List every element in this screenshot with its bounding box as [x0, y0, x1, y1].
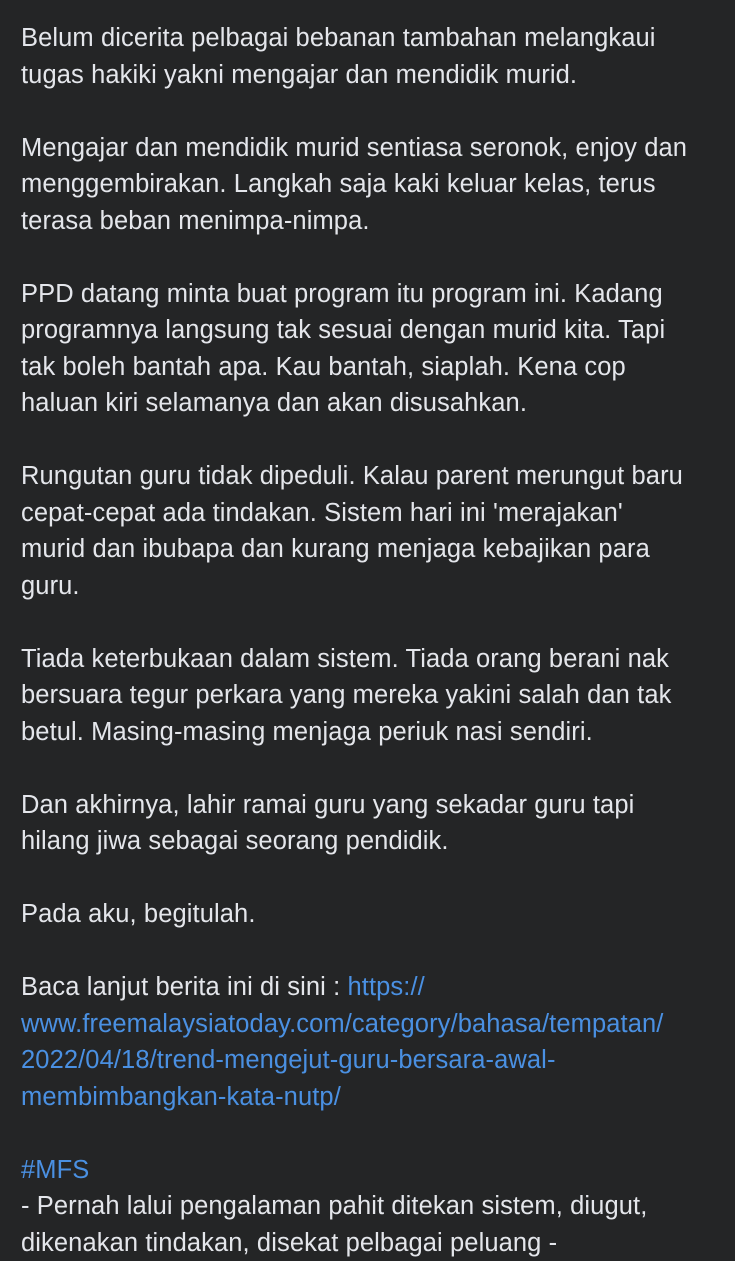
text-line: dikenakan tindakan, disekat pelbagai peluang -	[21, 1225, 715, 1261]
text-line: bersuara tegur perkara yang mereka yakini salah dan tak	[21, 677, 715, 714]
text-line: guru.	[21, 568, 715, 605]
read-more-paragraph	[21, 969, 715, 1115]
article-link-part[interactable]: membimbangkan-kata-nutp/	[21, 1079, 715, 1116]
read-more-line	[21, 969, 715, 1006]
article-link-part[interactable]: https://	[347, 973, 424, 1001]
text-line: tugas hakiki yakni mengajar dan mendidik murid.	[21, 57, 715, 94]
closing-paragraph	[21, 1152, 715, 1261]
text-line: murid dan ibubapa dan kurang menjaga kebajikan para	[21, 531, 715, 568]
text-line: Rungutan guru tidak dipeduli. Kalau parent merungut baru	[21, 458, 715, 495]
paragraph-7	[21, 896, 715, 933]
paragraph-5	[21, 641, 715, 751]
text-line: PPD datang minta buat program itu program ini. Kadang	[21, 276, 715, 313]
article-link-part[interactable]: 2022/04/18/trend-mengejut-guru-bersara-awal-	[21, 1042, 715, 1079]
text-line: haluan kiri selamanya dan akan disusahkan.	[21, 385, 715, 422]
paragraph-6	[21, 787, 715, 860]
text-line: Pada aku, begitulah.	[21, 896, 715, 933]
paragraph-1	[21, 20, 715, 93]
text-line: tak boleh bantah apa. Kau bantah, siaplah. Kena cop	[21, 349, 715, 386]
paragraph-4	[21, 458, 715, 604]
text-line: Tiada keterbukaan dalam sistem. Tiada orang berani nak	[21, 641, 715, 678]
read-more-prefix: Baca lanjut berita ini di sini :	[21, 973, 347, 1001]
text-line: Mengajar dan mendidik murid sentiasa seronok, enjoy dan	[21, 130, 715, 167]
paragraph-2	[21, 130, 715, 240]
text-line: Dan akhirnya, lahir ramai guru yang sekadar guru tapi	[21, 787, 715, 824]
text-line: hilang jiwa sebagai seorang pendidik.	[21, 823, 715, 860]
text-line: terasa beban menimpa-nimpa.	[21, 203, 715, 240]
article-link-part[interactable]: www.freemalaysiatoday.com/category/bahasa/tempatan/	[21, 1006, 715, 1043]
text-line: cepat-cepat ada tindakan. Sistem hari ini 'merajakan'	[21, 495, 715, 532]
text-line: menggembirakan. Langkah saja kaki keluar kelas, terus	[21, 166, 715, 203]
text-line: programnya langsung tak sesuai dengan murid kita. Tapi	[21, 312, 715, 349]
text-line: betul. Masing-masing menjaga periuk nasi sendiri.	[21, 714, 715, 751]
text-line: Belum dicerita pelbagai bebanan tambahan melangkaui	[21, 20, 715, 57]
text-line: - Pernah lalui pengalaman pahit ditekan sistem, diugut,	[21, 1188, 715, 1225]
hashtag-link[interactable]: #MFS	[21, 1152, 715, 1189]
paragraph-3	[21, 276, 715, 422]
